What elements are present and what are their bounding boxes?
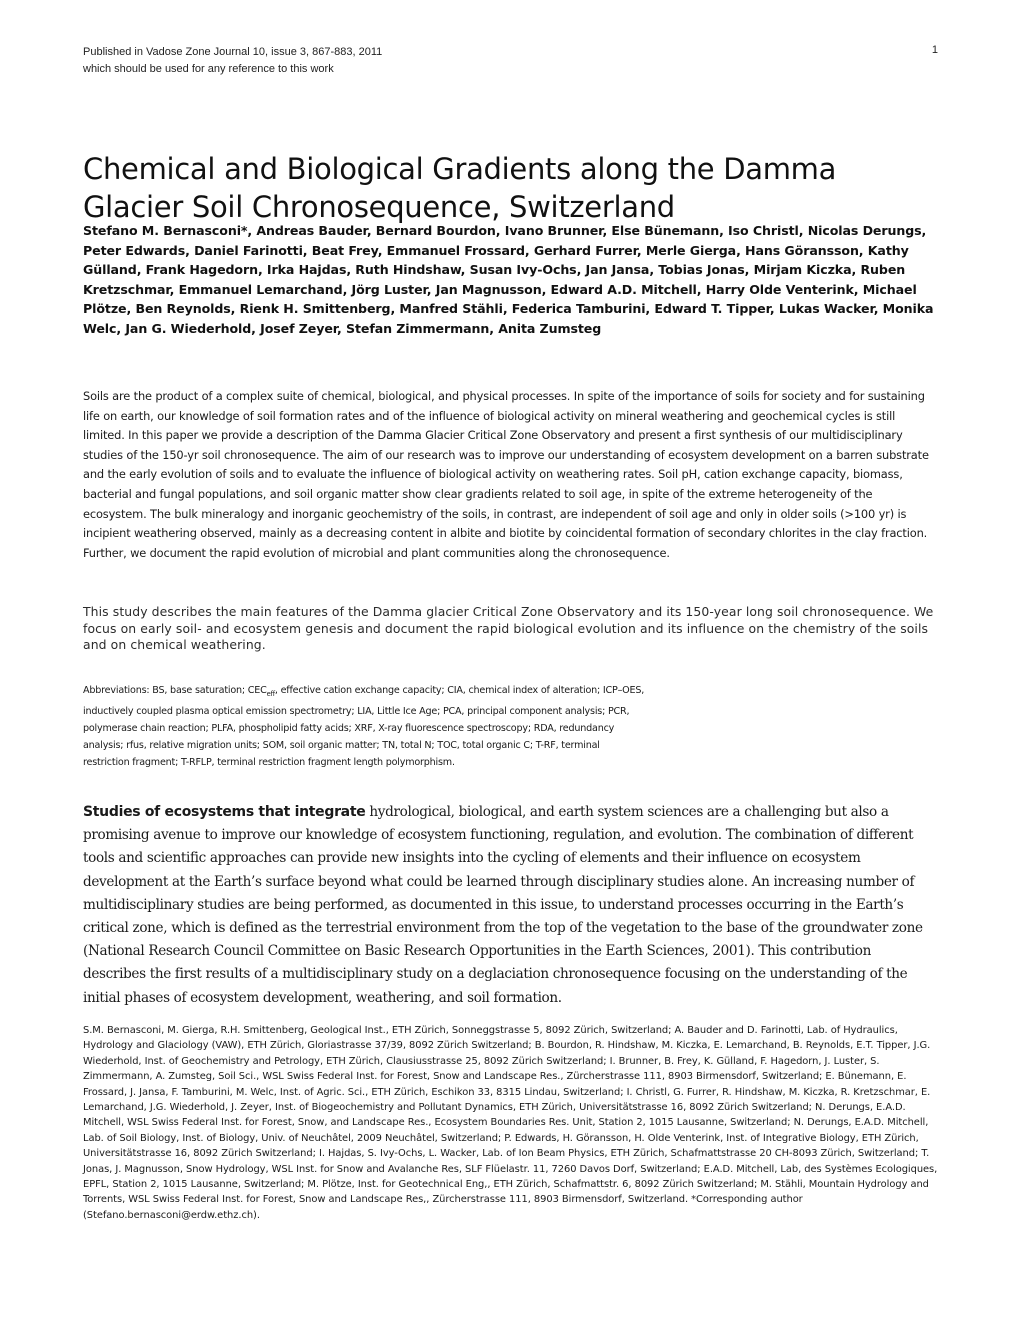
title-line-2: Glacier Soil Chronosequence, Switzerland bbox=[83, 190, 675, 224]
page-number: 1 bbox=[931, 44, 938, 56]
abbreviations bbox=[83, 682, 645, 771]
abbreviations-text-start: Abbreviations: BS, base saturation; CEC bbox=[83, 685, 267, 696]
citation-line: Published in Vadose Zone Journal 10, issue 3, 867-883, 2011 bbox=[83, 46, 383, 58]
introduction-lead-in: Studies of ecosystems that integrate bbox=[83, 804, 366, 820]
introduction-paragraph bbox=[83, 801, 935, 1010]
author-list: Stefano M. Bernasconi*, Andreas Bauder, Bernard Bourdon, Ivano Brunner, Else Bünemann, Iso Christl, Nicolas Derungs, Peter Edwards, Daniel Farinotti, Beat Frey, Emmanuel Frossard, Gerhard Furrer, Merle Gierga, Hans Göransson, Kathy Gülland, Frank Hagedorn, Irka Hajdas, Ruth Hindshaw, Susan Ivy-Ochs, Jan Jansa, Tobias Jonas, Mirjam Kiczka, Ruben Kretzschmar, Emmanuel Lemarchand, Jörg Luster, Jan Magnusson, Edward A.D. Mitchell, Harry Olde Venterink, Michael Plötze, Ben Reynolds, Rienk H. Smittenberg, Manfred Stähli, Federica Tamburini, Edward T. Tipper, Lukas Wacker, Monika Welc, Jan G. Wiederhold, Josef Zeyer, Stefan Zimmermann, Anita Zumsteg bbox=[83, 223, 934, 336]
abstract: Soils are the product of a complex suite of chemical, biological, and physical processes. In spite of the importance of soils for society and for sustaining life on earth, our knowledge of soil formation rates and of the influence of biological activity on mineral weathering and geochemical cycles is still limited. In this paper we provide a description of the Damma Glacier Critical Zone Observatory and present a first synthesis of our multidisciplinary studies of the 150-yr soil chronosequence. The aim of our research was to improve our understanding of ecosystem development on a barren substrate and the early evolution of soils and to evaluate the influence of biological activity on weathering rates. Soil pH, cation exchange capacity, biomass, bacterial and fungal populations, and soil organic matter show clear gradients related to soil age, in spite of the extreme heterogeneity of the ecosystem. The bulk mineralogy and inorganic geochemistry of the soils, in contrast, are independent of soil age and only in older soils (>100 yr) is incipient weathering observed, mainly as a decreasing content in albite and biotite by coincidental formation of secondary chlorites in the clay fraction. Further, we document the rapid evolution of microbial and plant communities along the chronosequence. bbox=[83, 389, 929, 560]
introduction-text: hydrological, biological, and earth system sciences are a challenging but also a promising avenue to improve our knowledge of ecosystem functioning, regulation, and evolution. The combination of different tools and scientific approaches can provide new insights into the cycling of elements and their influence on ecosystem development at the Earth’s surface beyond what could be learned through disciplinary studies alone. An increasing number of multidisciplinary studies are being performed, as documented in this issue, to understand processes occurring in the Earth’s critical zone, which is defined as the terrestrial environment from the top of the vegetation to the base of the groundwater zone (National Research Council Committee on Basic Research Opportunities in the Earth Sciences, 2001). This contribution describes the first results of a multidisciplinary study on a deglaciation chronosequence focusing on the understanding of the initial phases of ecosystem development, weathering, and soil formation. bbox=[83, 804, 923, 1006]
article-title bbox=[83, 150, 943, 226]
abbreviations-subscript: eff bbox=[266, 689, 275, 698]
journal-citation-header bbox=[83, 44, 382, 78]
author-affiliations: S.M. Bernasconi, M. Gierga, R.H. Smittenberg, Geological Inst., ETH Zürich, Sonneggstrasse 5, 8092 Zürich, Switzerland; A. Bauder and D. Farinotti, Lab. of Hydraulics, Hydrology and Glaciology (VAW), ETH Zürich, Gloriastrasse 37/39, 8092 Zürich Switzerland; B. Bourdon, R. Hindshaw, M. Kiczka, E. Lemarchand, B. Reynolds, E.T. Tipper, J.G. Wiederhold, Inst. of Geochemistry and Petrology, ETH Zürich, Clausiusstrasse 25, 8092 Zürich Switzerland; I. Brunner, B. Frey, K. Gülland, F. Hagedorn, J. Luster, S. Zimmermann, A. Zumsteg, Soil Sci., WSL Swiss Federal Inst. for Forest, Snow and Landscape Res., Zürcherstrasse 111, 8903 Birmensdorf, Switzerland; E. Bünemann, E. Frossard, J. Jansa, F. Tamburini, M. Welc, Inst. of Agric. Sci., ETH Zürich, Eschikon 33, 8315 Lindau, Switzerland; I. Christl, G. Furrer, R. Hindshaw, M. Kiczka, R. Kretzschmar, E. Lemarchand, J.G. Wiederhold, J. Zeyer, Inst. of Biogeochemistry and Pollutant Dynamics, ETH Zürich, Universitätstrasse 16, 8092 Zürich Switzerland; N. Derungs, E.A.D. Mitchell, WSL Swiss Federal Inst. for Forest, Snow, and Landscape Res., Ecosystem Boundaries Res. Unit, Station 2, 1015 Lausanne, Switzerland; N. Derungs, E.A.D. Mitchell, Lab. of Soil Biology, Inst. of Biology, Univ. of Neuchâtel, 2009 Neuchâtel, Switzerland; P. Edwards, H. Göransson, H. Olde Venterink, Inst. of Integrative Biology, ETH Zürich, Universitätstrasse 16, 8092 Zürich Switzerland; I. Hajdas, S. Ivy-Ochs, L. Wacker, Lab. of Ion Beam Physics, ETH Zürich, Schafmattstrasse 20 CH-8093 Zürich, Switzerland; T. Jonas, J. Magnusson, Snow Hydrology, WSL Inst. for Snow and Avalanche Res, SLF Flüelastr. 11, 7260 Davos Dorf, Switzerland; E.A.D. Mitchell, Lab, des Systèmes Ecologiques, EPFL, Station 2, 1015 Lausanne, Switzerland; M. Plötze, Inst. for Geotechnical Eng,, ETH Zürich, Schafmattstr. 6, 8092 Zürich Switzerland; M. Stähli, Mountain Hydrology and Torrents, WSL Swiss Federal Inst. for Forest, Snow and Landscape Res,, Zürcherstrasse 111, 8903 Birmensdorf, Switzerland. *Corresponding author (Stefano.bernasconi@erdw.ethz.ch). bbox=[83, 1025, 938, 1221]
citation-note-line: which should be used for any reference to this work bbox=[83, 63, 334, 75]
title-line-1: Chemical and Biological Gradients along the Damma bbox=[83, 152, 837, 186]
abbreviations-text-rest: , effective cation exchange capacity; CIA, chemical index of alteration; ICP–OES, inductively coupled plasma optical emission spectrometry; LIA, Little Ice Age; PCA, principal component analysis; PCR, polymerase chain reaction; PLFA, phospholipid fatty acids; XRF, X-ray fluorescence spectroscopy; RDA, redundancy analysis; rfus, relative migration units; SOM, soil organic matter; TN, total N; TOC, total organic C; T-RF, terminal restriction fragment; T-RFLP, terminal restriction fragment length polymorphism. bbox=[83, 685, 645, 768]
core-ideas-summary: This study describes the main features of the Damma glacier Critical Zone Observatory and its 150-year long soil chronosequence. We focus on early soil- and ecosystem genesis and document the rapid biological evolution and its influence on the chemistry of the soils and on chemical weathering. bbox=[83, 604, 934, 652]
